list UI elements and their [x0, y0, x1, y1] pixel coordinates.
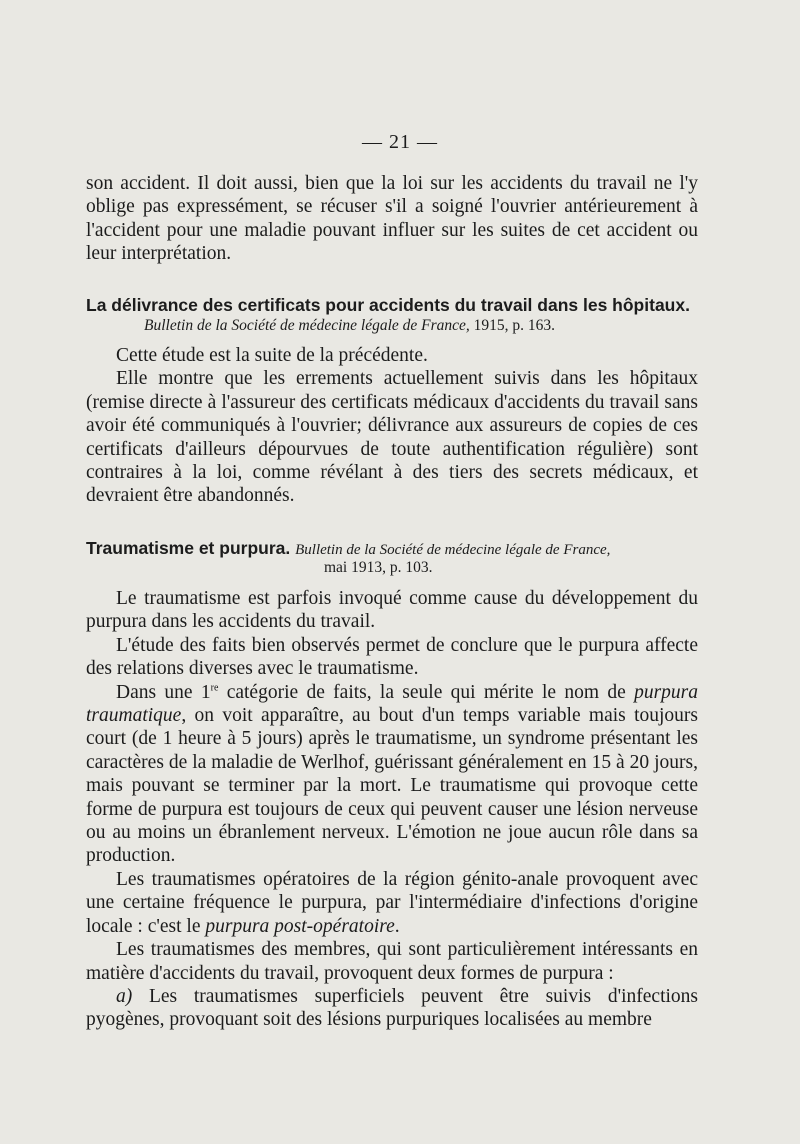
reference-journal: Bulletin de la Société de médecine légale de France, — [144, 317, 470, 334]
reference-year-page: 1915, p. 163. — [473, 317, 556, 334]
italic-term: purpura traumatique — [86, 681, 699, 727]
paragraph — [86, 681, 698, 868]
intro-paragraph-block — [86, 172, 698, 266]
section-title-purpura: Traumatisme et purpura. — [86, 538, 291, 558]
list-marker: a) — [116, 985, 133, 1007]
section1-body — [86, 344, 698, 508]
paragraph — [86, 985, 698, 1032]
paragraph: L'étude des faits bien observés permet de conclure que le purpura affecte des relations diverses avec le traumatisme. — [86, 634, 698, 680]
intro-paragraph: son accident. Il doit aussi, bien que la loi sur les accidents du travail ne l'y oblige pas expressément, se récuser s'il a soigné l'ouvrier antérieurement à l'accident pour une maladie pouvant influer sur les suites de cet accident ou leur interprétation. — [86, 173, 698, 265]
text-run: Dans une 1 — [116, 681, 211, 703]
text-run: Les traumatismes superficiels peuvent être suivis d'infections pyogènes, provoquant soit des lésions purpuriques localisées au membre — [86, 985, 698, 1031]
section-reference-purpura: mai 1913, p. 103. — [324, 559, 433, 576]
section-heading-certificats: La délivrance des certificats pour accidents du travail dans les hôpitaux. — [86, 295, 690, 315]
section2-body — [86, 587, 698, 1032]
paragraph: Elle montre que les errements actuellement suivis dans les hôpitaux (remise directe à l'assureur des certificats médicaux d'accidents du travail sans avoir été communiqués à l'ouvrier; délivrance aux assureurs de copies de ces certificats d'ailleurs dépourvues de toute authentification régulière) sont contraires à la loi, comme révélant à des tiers des secrets médicaux, et devraient être abandonnés. — [86, 368, 698, 507]
paragraph — [86, 868, 698, 938]
text-run: , on voit apparaître, au bout d'un temps variable mais toujours court (de 1 heure à 5 jours) après le traumatisme, un syndrome présentant les caractères de la maladie de Werlhof, guérissant généralement en 15 à 20 jours, mais pouvant se terminer par la mort. Le traumatisme qui provoque cette forme de purpura est toujours de ceux qui peuvent causer une lésion nerveuse ou au moins un ébranlement nerveux. L'émotion ne joue aucun rôle dans sa production. — [86, 705, 698, 867]
reference-journal: Bulletin de la Société de médecine légale de France, — [295, 542, 611, 558]
paragraph: Le traumatisme est parfois invoqué comme cause du développement du purpura dans les accidents du travail. — [86, 588, 698, 633]
superscript: re — [210, 682, 219, 694]
page-number: — 21 — — [362, 131, 438, 153]
paragraph: Les traumatismes des membres, qui sont particulièrement intéressants en matière d'accidents du travail, provoquent deux formes de purpura : — [86, 939, 698, 984]
italic-term: purpura post-opératoire — [205, 915, 395, 937]
paragraph: Cette étude est la suite de la précédente. — [116, 345, 428, 366]
section-reference-certificats — [144, 316, 704, 336]
text-run: catégorie de faits, la seule qui mérite le nom de — [218, 681, 635, 703]
text-run: . — [394, 915, 400, 937]
text-run: Les traumatismes opératoires de la région génito-anale provoquent avec une certaine fréquence le purpura, par l'intermédiaire d'infections d'origine locale : c'est le — [86, 868, 698, 937]
